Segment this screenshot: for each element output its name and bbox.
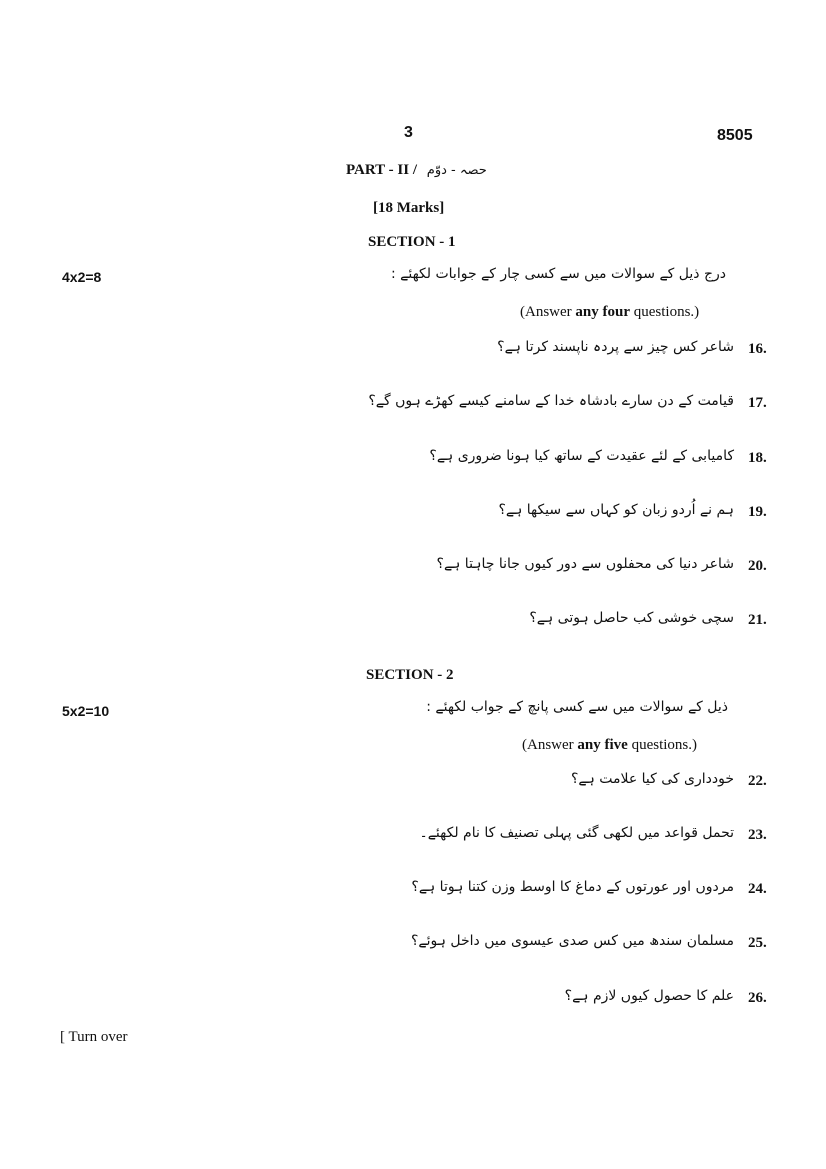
question-number: 22. (748, 773, 767, 789)
instruction-en-prefix: (Answer (522, 737, 578, 753)
question-number: 18. (748, 450, 767, 466)
instruction-en-bold: any four (575, 304, 630, 320)
question-number: 16. (748, 341, 767, 357)
question-text: علم کا حصول کیوں لازم ہے؟ (564, 988, 734, 1004)
section-2-marks: 5x2=10 (62, 703, 110, 719)
page-number: 3 (404, 124, 413, 141)
question-text: کامیابی کے لئے عقیدت کے ساتھ کیا ہونا ضروری ہے؟ (429, 448, 734, 464)
question-text: شاعر کس چیز سے پردہ ناپسند کرتا ہے؟ (497, 339, 734, 355)
question-number: 19. (748, 504, 767, 520)
question-number: 23. (748, 827, 767, 843)
section-1-title: SECTION - 1 (368, 234, 456, 250)
section-1-marks: 4x2=8 (62, 269, 102, 285)
question-text: قیامت کے دن سارے بادشاہ خدا کے سامنے کیسے کھڑے ہوں گے؟ (368, 393, 734, 409)
question-text: سچی خوشی کب حاصل ہوتی ہے؟ (529, 610, 734, 626)
section-2-instruction-ur: ذیل کے سوالات میں سے کسی پانچ کے جواب لکھئے : (426, 699, 728, 715)
part-label-en: PART - II / (346, 162, 418, 178)
question-text: تحمل قواعد میں لکھی گئی پہلی تصنیف کا نام لکھئے۔ (419, 825, 734, 841)
total-marks: [18 Marks] (373, 200, 445, 216)
question-text: مسلمان سندھ میں کس صدی عیسوی میں داخل ہوئے؟ (410, 933, 734, 949)
question-text: ہم نے اُردو زبان کو کہاں سے سیکھا ہے؟ (498, 502, 734, 518)
turn-over-note: [ Turn over (60, 1029, 128, 1045)
question-text: خودداری کی کیا علامت ہے؟ (570, 771, 734, 787)
question-number: 24. (748, 881, 767, 897)
part-heading (346, 162, 487, 179)
instruction-en-bold: any five (577, 737, 628, 753)
question-number: 20. (748, 558, 767, 574)
instruction-en-suffix: questions.) (627, 737, 697, 753)
question-number: 26. (748, 990, 767, 1006)
section-2-title: SECTION - 2 (366, 667, 454, 683)
question-number: 21. (748, 612, 767, 628)
instruction-en-prefix: (Answer (520, 304, 576, 320)
paper-code: 8505 (717, 127, 753, 144)
section-2-instruction-en (522, 737, 697, 754)
question-number: 25. (748, 935, 767, 951)
part-label-ur: حصہ - دوّم (426, 163, 487, 178)
question-text: مردوں اور عورتوں کے دماغ کا اوسط وزن کتنا ہوتا ہے؟ (411, 879, 734, 895)
section-1-instruction-en (520, 304, 699, 321)
instruction-en-suffix: questions.) (630, 304, 700, 320)
question-text: شاعر دنیا کی محفلوں سے دور کیوں جانا چاہتا ہے؟ (436, 556, 734, 572)
section-1-instruction-ur: درج ذیل کے سوالات میں سے کسی چار کے جوابات لکھئے : (390, 266, 726, 282)
question-number: 17. (748, 395, 767, 411)
